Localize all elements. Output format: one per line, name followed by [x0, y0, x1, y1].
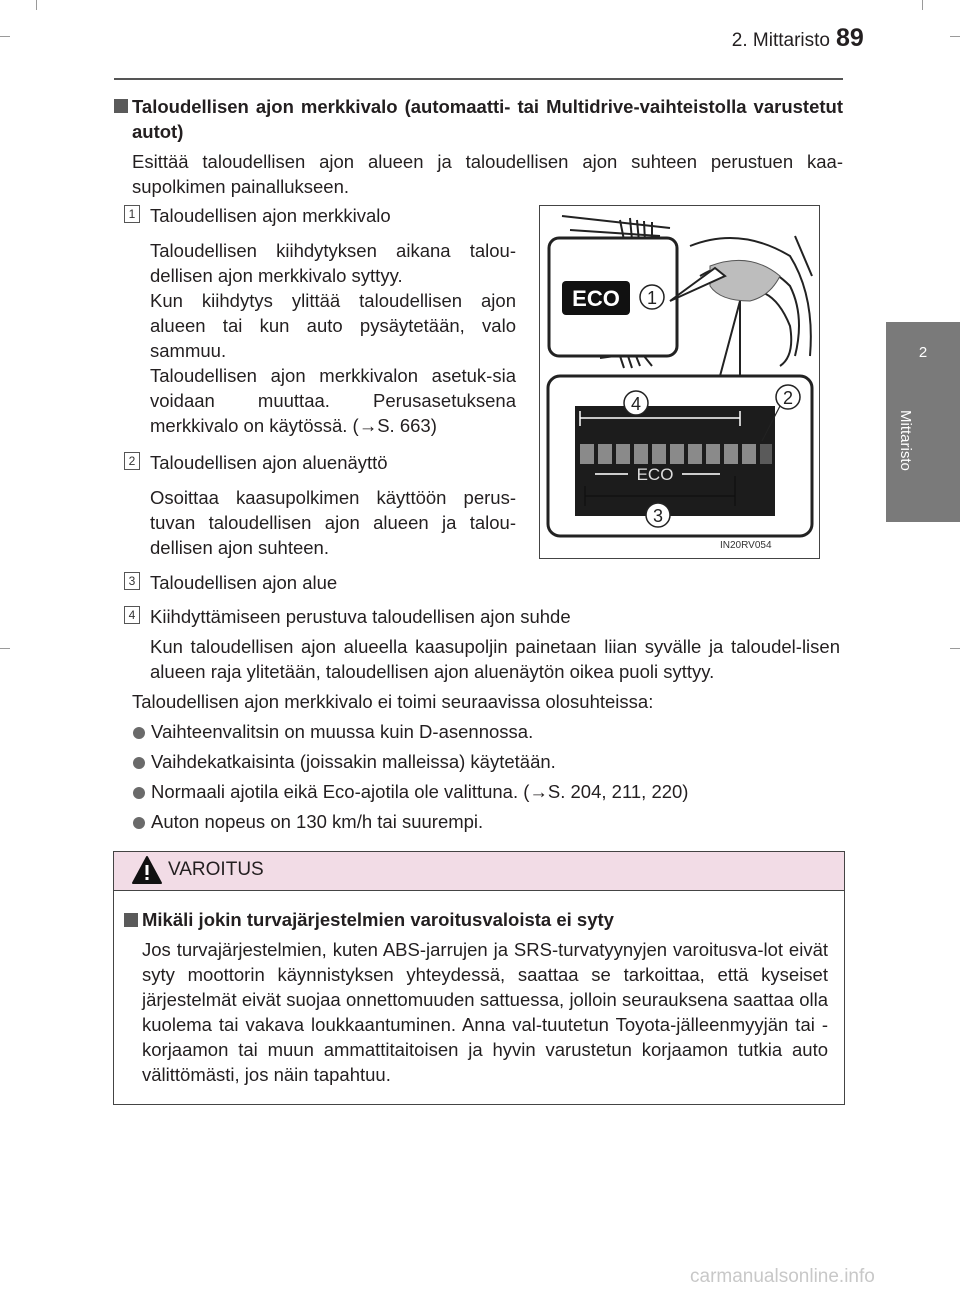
crop-mark [0, 648, 10, 649]
item-number-badge: 1 [124, 205, 140, 223]
warning-subheading: Mikäli jokin turvajärjestelmien varoitusvaloista ei syty [142, 909, 614, 930]
chapter-tab-number: 2 [918, 344, 928, 361]
item-paragraph: Kun kiihdytys ylittää taloudellisen ajon alueen tai kun auto pysäytetään, valo sammuu. [150, 290, 516, 361]
callout-3-label: 3 [652, 506, 664, 526]
condition-item: Normaali ajotila eikä Eco-ajotila ole valittuna. (→S. 204, 211, 220) [151, 781, 689, 802]
bullet-icon [133, 817, 145, 829]
bullet-icon [133, 787, 145, 799]
item-paragraph: Kun taloudellisen ajon alueella kaasupoljin painetaan liian syvälle ja taloudel-lisen alueen raja ylitetään, taloudellisen ajon aluenäytön oikea puoli syttyy. [150, 636, 840, 682]
section-title: 2. Mittaristo [731, 30, 830, 51]
dashboard-illustration [540, 206, 819, 558]
page-number: 89 [836, 24, 864, 52]
item-title: Taloudellisen ajon merkkivalo [150, 205, 391, 226]
condition-item: Vaihdekatkaisinta (joissakin malleissa) käytetään. [151, 751, 556, 772]
heading-square-icon [114, 99, 128, 113]
conditions-intro: Taloudellisen ajon merkkivalo ei toimi seuraavissa olosuhteissa: [132, 691, 654, 712]
crop-mark [950, 36, 960, 37]
item-paragraph: Taloudellisen ajon merkkivalon asetuk-sia voidaan muuttaa. Perusasetuksena merkkivalo on käytössä. (→S. 663) [150, 365, 516, 436]
watermark: carmanualsonline.info [690, 1266, 875, 1287]
callout-4-label: 4 [630, 394, 642, 414]
item-title: Taloudellisen ajon alue [150, 572, 338, 593]
crop-mark [950, 648, 960, 649]
warning-square-icon [124, 913, 138, 927]
item-number-badge: 4 [124, 606, 140, 624]
warning-body: Jos turvajärjestelmien, kuten ABS-jarrujen ja SRS-turvatyynyjen varoitusva-lot eivät syty moottorin käynnistyksen yhteydessä, saattaa se tarkoittaa, että kyseiset järjestelmät eivät suojaa onnettomuuden sattuessa, jolloin seurauksena saattaa olla kuolema tai vakava loukkaantuminen. Anna val-tuutetun Toyota-jälleenmyyjän tai -korjaamon tai muun ammattitaitoisen ja hyvin varustetun korjaamon tutkia auto välittömästi, jos näin tapahtuu. [142, 939, 828, 1085]
eco-bar-label: ECO [636, 465, 674, 484]
bullet-icon [133, 757, 145, 769]
figure-code: IN20RV054 [720, 540, 772, 551]
bullet-icon [133, 727, 145, 739]
crop-mark [36, 0, 37, 10]
crop-mark [0, 36, 10, 37]
item-title: Taloudellisen ajon aluenäyttö [150, 452, 388, 473]
eco-badge-text: ECO [572, 286, 620, 311]
callout-2-label: 2 [782, 388, 794, 408]
chapter-tab-label: Mittaristo [897, 410, 914, 471]
crop-mark [922, 0, 923, 10]
eco-indicator-figure [539, 205, 820, 559]
condition-item: Auton nopeus on 130 km/h tai suurempi. [151, 811, 484, 832]
warning-triangle-icon [131, 855, 163, 885]
section-heading: Taloudellisen ajon merkkivalo (automaatti- tai Multidrive-vaihteistolla varustetut autot) [132, 96, 843, 142]
header-rule [114, 78, 843, 80]
item-paragraph: Taloudellisen kiihdytyksen aikana talou-dellisen ajon merkkivalo syttyy. [150, 240, 516, 286]
intro-paragraph: Esittää taloudellisen ajon alueen ja taloudellisen ajon suhteen perustuen kaa-supolkimen painallukseen. [132, 151, 843, 197]
item-title: Kiihdyttämiseen perustuva taloudellisen ajon suhde [150, 606, 571, 627]
item-paragraph: Osoittaa kaasupolkimen käyttöön perus-tuvan taloudellisen ajon alueen ja talou-dellisen ajon suhteen. [150, 487, 516, 558]
item-number-badge: 3 [124, 572, 140, 590]
warning-title: VAROITUS [168, 859, 264, 880]
callout-1-label: 1 [646, 288, 658, 308]
item-number-badge: 2 [124, 452, 140, 470]
condition-item: Vaihteenvalitsin on muussa kuin D-asennossa. [151, 721, 534, 742]
